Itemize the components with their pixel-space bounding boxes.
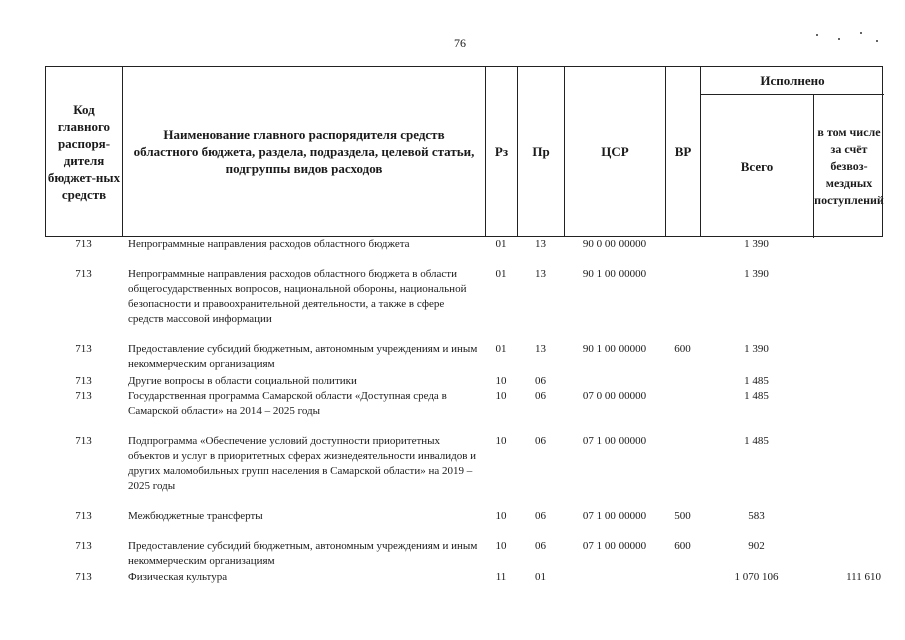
cell-total: 1 070 106 [734,571,779,583]
cell-name: Предоставление субсидий бюджетным, автономным учреждениям и иным некоммерческим организациям [128,540,478,567]
cell-rz: 10 [495,540,507,552]
header-total: Всего [701,95,814,238]
cell-name: Физическая культура [128,571,228,583]
cell-rz: 10 [495,435,507,447]
cell-total: 1 485 [744,435,769,447]
cell-name: Непрограммные направления расходов областного бюджета [128,238,410,250]
cell-rz: 11 [495,571,507,583]
cell-name: Подпрограмма «Обеспечение условий доступности приоритетных объектов и услуг в приоритетных сферах жизнедеятельности инвалидов и других маломобильных групп населения в Самарской области» на 2019 – 2025 годы [128,435,477,492]
cell-kod: 713 [75,238,92,250]
header-ispolneno: Исполнено [701,67,884,95]
cell-total: 1 390 [744,343,769,355]
cell-csr: 07 1 00 00000 [582,540,647,552]
cell-total: 1 390 [744,268,769,280]
cell-rz: 01 [495,343,507,355]
cell-name: Предоставление субсидий бюджетным, автономным учреждениям и иным некоммерческим организациям [128,343,478,370]
table-row [45,434,883,509]
cell-rz: 01 [495,268,507,280]
header-incl: в том числе за счёт безвоз-мездных поступлений [814,125,884,207]
cell-rz: 10 [495,375,507,387]
cell-kod: 713 [75,571,92,583]
cell-pr: 13 [535,268,546,280]
cell-kod: 713 [75,510,92,522]
scan-speck [838,38,840,40]
cell-vr: 500 [674,510,691,522]
table-row [45,342,883,374]
cell-incl: 111 610 [846,571,881,583]
cell-pr: 13 [535,343,546,355]
header-vr: ВР [666,67,701,236]
cell-rz: 01 [495,238,507,250]
cell-csr: 90 0 00 00000 [582,238,647,250]
table-row [45,237,883,267]
page-number: 76 [454,36,466,50]
cell-pr: 06 [535,435,546,447]
cell-kod: 713 [75,375,92,387]
scan-speck [876,40,878,42]
table-row [45,570,883,586]
cell-vr: 600 [674,540,691,552]
cell-kod: 713 [75,343,92,355]
table-row [45,267,883,342]
table-row [45,539,883,570]
cell-name: Межбюджетные трансферты [128,510,263,522]
cell-pr: 13 [535,238,546,250]
cell-kod: 713 [75,540,92,552]
cell-csr: 07 1 00 00000 [582,435,647,447]
cell-pr: 06 [535,390,546,402]
cell-total: 1 390 [744,238,769,250]
cell-rz: 10 [495,390,507,402]
table-row [45,509,883,539]
header-name: Наименование главного распорядителя средств областного бюджета, раздела, подраздела, целевой статьи, подгруппы видов расходов [123,67,486,236]
cell-total: 902 [748,540,765,552]
table-body [45,237,883,586]
table-row [45,389,883,434]
cell-csr: 07 0 00 00000 [582,390,647,402]
cell-name: Государственная программа Самарской области «Доступная среда в Самарской области» на 2014 – 2025 годы [128,390,447,417]
cell-csr: 90 1 00 00000 [582,343,647,355]
cell-total: 583 [748,510,765,522]
cell-name: Другие вопросы в области социальной политики [128,375,357,387]
cell-rz: 10 [495,510,507,522]
cell-name: Непрограммные направления расходов областного бюджета в области общегосударственных вопросов, национальной обороны, национальной безопасности и правоохранительной деятельности, а также в сфере средств массовой информации [128,268,467,325]
header-kod: Код главного распоря-дителя бюджет-ных средств [46,67,123,236]
cell-pr: 06 [535,540,546,552]
header-pr: Пр [518,67,565,236]
cell-pr: 01 [535,571,546,583]
scan-speck [816,34,818,36]
cell-total: 1 485 [744,375,769,387]
scan-speck [860,32,862,34]
cell-pr: 06 [535,510,546,522]
table-header [45,66,883,237]
table-row [45,374,883,389]
cell-pr: 06 [535,375,546,387]
cell-csr: 07 1 00 00000 [582,510,647,522]
cell-vr: 600 [674,343,691,355]
header-rz: Рз [486,67,518,236]
cell-csr: 90 1 00 00000 [582,268,647,280]
cell-kod: 713 [75,268,92,280]
cell-total: 1 485 [744,390,769,402]
cell-kod: 713 [75,390,92,402]
cell-kod: 713 [75,435,92,447]
header-csr: ЦСР [565,67,666,236]
